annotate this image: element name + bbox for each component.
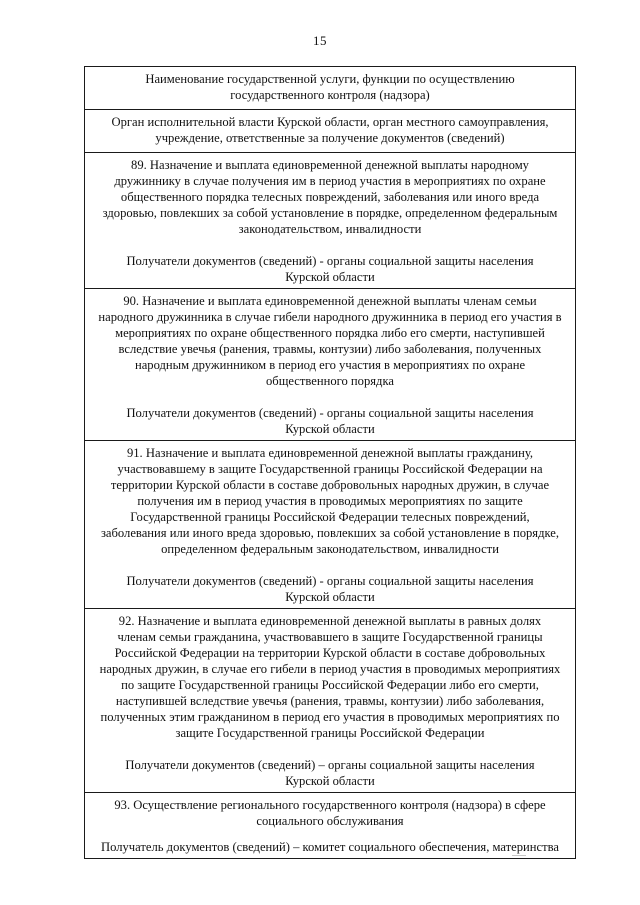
service-text-line: 92. Назначение и выплата единовременной денежной выплаты в равных долях xyxy=(118,614,542,628)
service-text-line: вследствие увечья (ранения, травмы, контузии) либо заболевания, полученных xyxy=(118,342,542,356)
scan-mark xyxy=(512,855,526,856)
recipient-line: Курской области xyxy=(285,422,375,436)
service-text-line: 91. Назначение и выплата единовременной денежной выплаты гражданину, xyxy=(126,446,534,460)
header-authority-line: Орган исполнительной власти Курской области, орган местного самоуправления, xyxy=(111,115,549,129)
service-entry-90 xyxy=(85,289,575,441)
recipient-line: Получатели документов (сведений) - органы социальной защиты населения xyxy=(126,254,534,268)
header-service-row xyxy=(85,67,575,110)
service-text-line: мероприятиях по охране общественного порядка либо его смерти, наступившей xyxy=(115,326,545,340)
recipient-line: Курской области xyxy=(285,774,375,788)
header-service-line: государственного контроля (надзора) xyxy=(230,88,430,102)
service-text-line: 89. Назначение и выплата единовременной денежной выплаты народному xyxy=(131,158,529,172)
recipient-line: Получатели документов (сведений) - органы социальной защиты населения xyxy=(126,574,534,588)
service-entry-91 xyxy=(85,441,575,609)
recipient-line: Получатели документов (сведений) – органы социальной защиты населения xyxy=(125,758,535,772)
service-text-line: защите Государственной границы Российской Федерации xyxy=(175,726,485,740)
service-text-line: социального обслуживания xyxy=(256,814,404,828)
service-text-line: территории Курской области в составе добровольных народных дружин, в случае xyxy=(110,478,550,492)
service-text-line: по защите Государственной границы Российской Федерации либо его смерти, xyxy=(121,678,539,692)
service-entry-92 xyxy=(85,609,575,793)
service-entry-89 xyxy=(85,153,575,289)
header-service-line: Наименование государственной услуги, функции по осуществлению xyxy=(145,72,515,86)
service-text-line: 93. Осуществление регионального государственного контроля (надзора) в сфере xyxy=(114,798,546,812)
service-text-line: заболевания или иного вреда здоровью, повлекших за собой установление в порядке, xyxy=(100,526,560,540)
service-text-line: полученных этим гражданином в период его участия в проводимых мероприятиях по xyxy=(100,710,560,724)
service-text-line: дружиннику в случае получения им в период участия в мероприятиях по охране xyxy=(114,174,546,188)
service-text-line: Государственной границы Российской Федерации телесных повреждений, xyxy=(130,510,530,524)
recipient-line: Получатели документов (сведений) - органы социальной защиты населения xyxy=(126,406,534,420)
recipient-line: Курской области xyxy=(285,590,375,604)
page-number: 15 xyxy=(313,33,327,48)
service-text-line: народных дружин, в случае его гибели в период участия в проводимых мероприятиях xyxy=(99,662,561,676)
service-text-line: общественного порядка xyxy=(266,374,394,388)
service-text-line: 90. Назначение и выплата единовременной денежной выплаты членам семьи xyxy=(123,294,537,308)
header-authority-row xyxy=(85,110,575,153)
service-text-line: участвовавшему в защите Государственной границы Российской Федерации на xyxy=(117,462,543,476)
service-entry-93 xyxy=(85,793,575,858)
service-text-line: здоровью, повлекших за собой установление в порядке, определенном федеральным xyxy=(102,206,558,220)
service-text-line: определенном федеральным законодательством, инвалидности xyxy=(161,542,499,556)
recipient-line: Получатель документов (сведений) – комитет социального обеспечения, материнства xyxy=(101,840,559,854)
service-text-line: членам семьи гражданина, участвовавшего в защите Государственной границы xyxy=(117,630,543,644)
service-text-line: народного дружинника в случае гибели народного дружинника в период его участия в xyxy=(98,310,562,324)
service-text-line: общественного порядка телесных повреждений, заболевания или иного вреда xyxy=(120,190,540,204)
service-text-line: Российской Федерации на территории Курской области в составе добровольных xyxy=(114,646,546,660)
recipient-line: Курской области xyxy=(285,270,375,284)
service-text-line: получения им в период участия в проводимых мероприятиях по защите xyxy=(137,494,523,508)
service-text-line: законодательством, инвалидности xyxy=(238,222,422,236)
services-table xyxy=(84,66,576,859)
service-text-line: народным дружинником в период его участия в мероприятиях по охране xyxy=(134,358,526,372)
header-authority-line: учреждение, ответственные за получение документов (сведений) xyxy=(155,131,505,145)
service-text-line: наступившей вследствие увечья (ранения, травмы, контузии) либо заболевания, xyxy=(115,694,545,708)
